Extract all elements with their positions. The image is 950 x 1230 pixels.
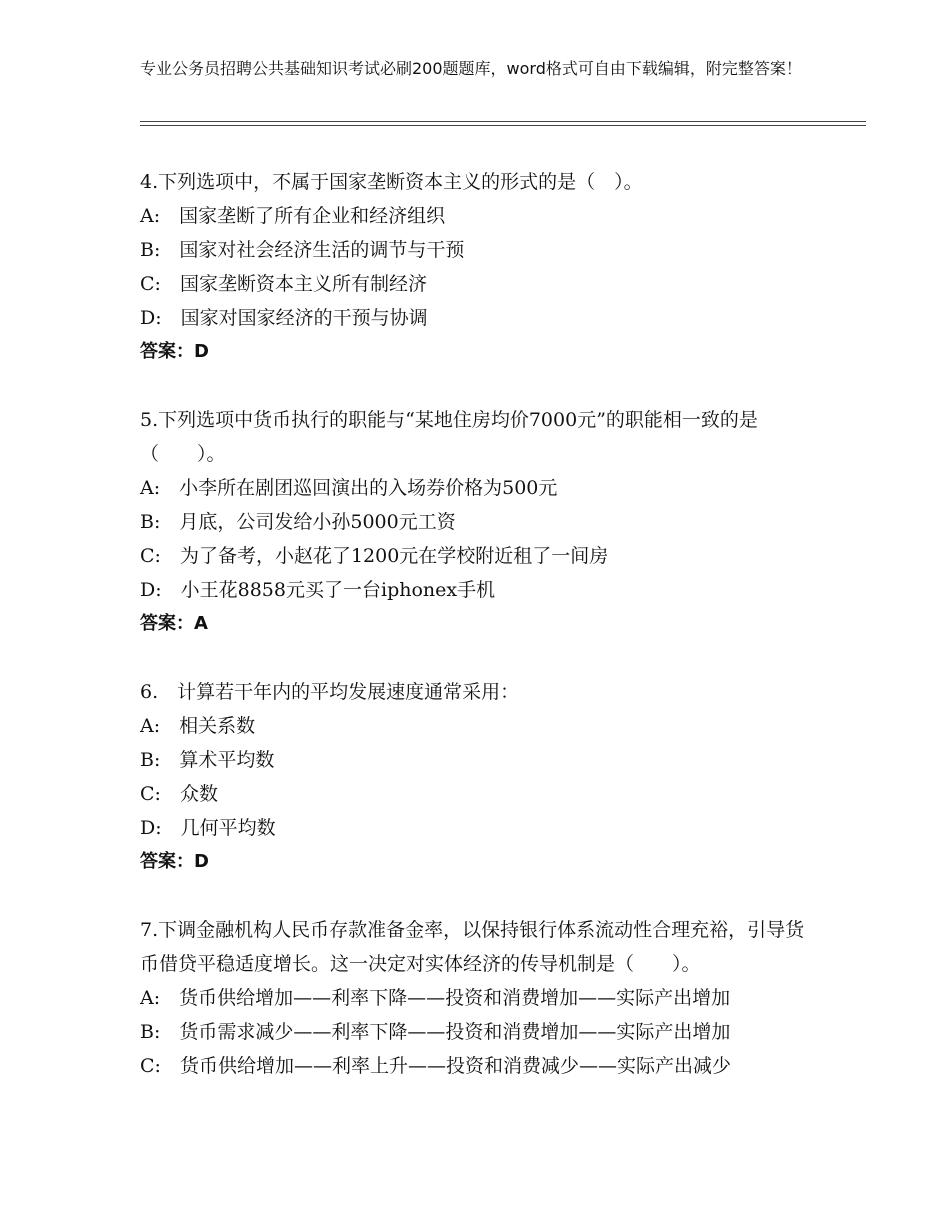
- option-d: D: 小王花8858元买了一台iphonex手机: [140, 579, 496, 601]
- question-text: 6. 计算若干年内的平均发展速度通常采用：: [140, 681, 520, 703]
- option-b: B: 算术平均数: [140, 749, 275, 771]
- option-b: B: 月底，公司发给小孙5000元工资: [140, 511, 456, 533]
- question-7: [140, 913, 820, 1083]
- option-c: C: 国家垄断资本主义所有制经济: [140, 273, 427, 295]
- option-c: C: 货币供给增加——利率上升——投资和消费减少——实际产出减少: [140, 1055, 731, 1077]
- answer-label: 答案：D: [140, 851, 209, 872]
- question-list: [140, 165, 820, 1117]
- answer-label: 答案：D: [140, 341, 209, 362]
- question-6: [140, 675, 820, 879]
- document-header: 专业公务员招聘公共基础知识考试必刷200题题库，word格式可自由下载编辑，附完整答案！: [140, 59, 802, 78]
- option-c: C: 众数: [140, 783, 218, 805]
- option-b: B: 货币需求减少——利率下降——投资和消费增加——实际产出增加: [140, 1021, 731, 1043]
- option-d: D: 几何平均数: [140, 817, 276, 839]
- question-4: [140, 165, 820, 369]
- option-c: C: 为了备考，小赵花了1200元在学校附近租了一间房: [140, 545, 609, 567]
- option-d: D: 国家对国家经济的干预与协调: [140, 307, 428, 329]
- option-a: A: 小李所在剧团巡回演出的入场券价格为500元: [140, 477, 558, 499]
- option-a: A: 货币供给增加——利率下降——投资和消费增加——实际产出增加: [140, 987, 731, 1009]
- header-rule-bottom: [140, 125, 866, 126]
- option-b: B: 国家对社会经济生活的调节与干预: [140, 239, 465, 261]
- answer-label: 答案：A: [140, 613, 208, 634]
- question-text: 5.下列选项中货币执行的职能与“某地住房均价7000元”的职能相一致的是（ ）。: [140, 409, 758, 465]
- option-a: A: 相关系数: [140, 715, 256, 737]
- question-5: [140, 403, 820, 641]
- question-text: 4.下列选项中，不属于国家垄断资本主义的形式的是（ ）。: [140, 171, 643, 193]
- question-text: 7.下调金融机构人民币存款准备金率，以保持银行体系流动性合理充裕，引导货币借贷平稳适度增长。这一决定对实体经济的传导机制是（ ）。: [140, 919, 805, 975]
- option-a: A: 国家垄断了所有企业和经济组织: [140, 205, 446, 227]
- header-rule-top: [140, 121, 866, 122]
